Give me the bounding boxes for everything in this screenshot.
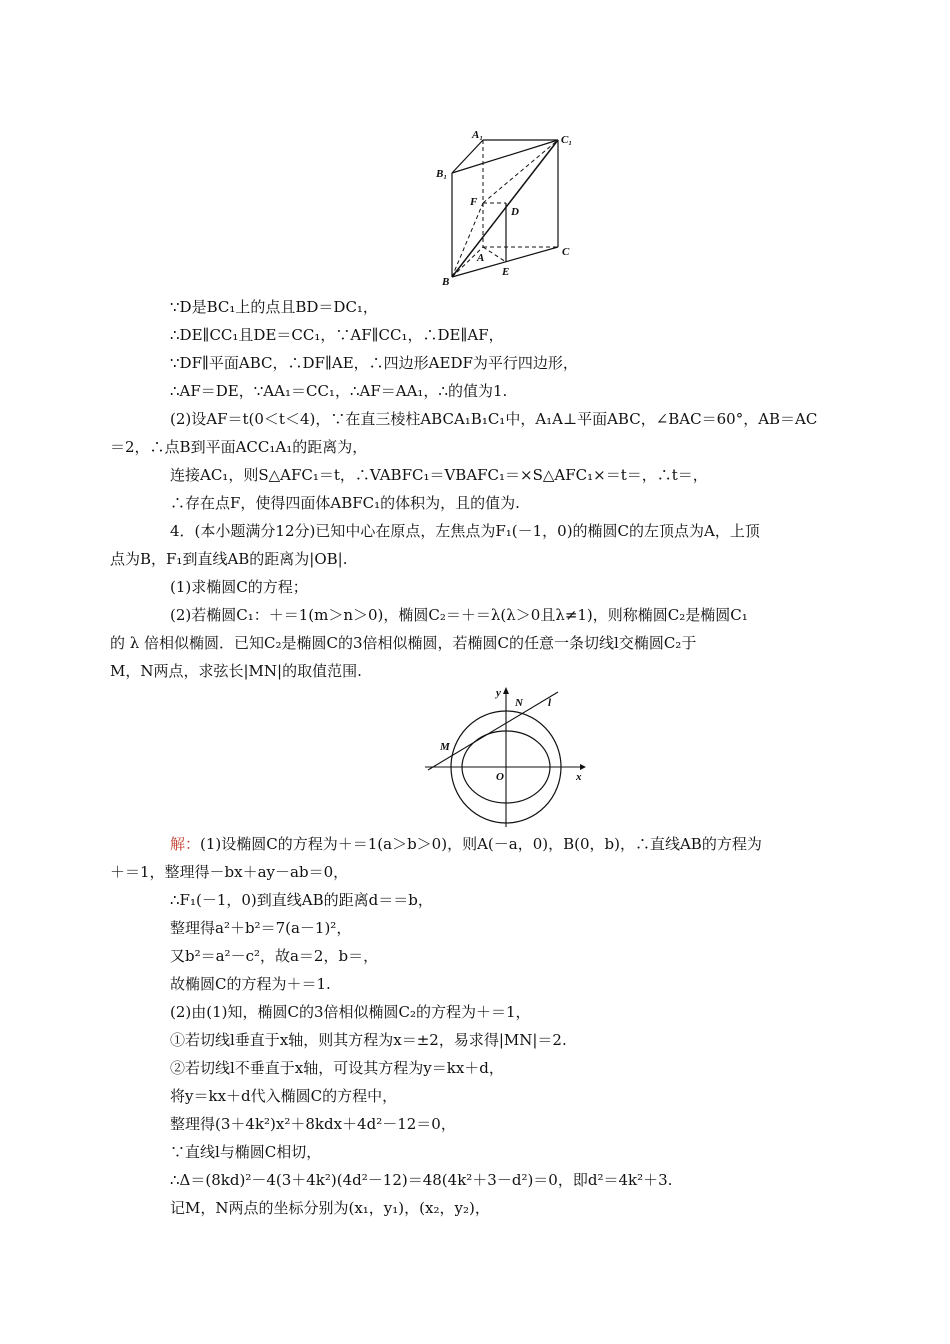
text-line: (1)求椭圆C的方程； bbox=[170, 578, 308, 596]
text-line: 又b²＝a²－c²，故a＝2，b＝， bbox=[170, 947, 379, 965]
solution-first-line bbox=[110, 830, 840, 858]
label-e: E bbox=[502, 266, 510, 278]
label-o: O bbox=[496, 771, 504, 783]
text-line: 的 λ 倍相似椭圆．已知C₂是椭圆C的3倍相似椭圆，若椭圆C的任意一条切线l交椭圆C₂于 bbox=[110, 634, 697, 652]
text-line: ②若切线l不垂直于x轴，可设其方程为y＝kx＋d， bbox=[170, 1059, 504, 1077]
solution-block bbox=[110, 830, 840, 1222]
text-line: ∵直线l与椭圆C相切， bbox=[170, 1143, 322, 1161]
text-line: ∵D是BC₁上的点且BD＝DC₁， bbox=[170, 298, 378, 316]
text-line: ∵DF∥平面ABC，∴DF∥AE，∴四边形AEDF为平行四边形， bbox=[170, 354, 578, 372]
text-line: M，N两点，求弦长|MN|的取值范围. bbox=[110, 662, 362, 680]
text-line: ∴Δ＝(8kd)²－4(3＋4k²)(4d²－12)＝48(4k²＋3－d²)＝0，即d²＝4k²＋3. bbox=[170, 1171, 673, 1189]
text-line: 整理得a²＋b²＝7(a－1)²， bbox=[170, 919, 352, 937]
text-line: (1)设椭圆C的方程为＋＝1(a＞b＞0)，则A(－a，0)，B(0，b)，∴直线AB的方程为 bbox=[200, 835, 762, 853]
label-l: l bbox=[548, 697, 552, 709]
label-x: x bbox=[576, 771, 582, 783]
solution-label: 解： bbox=[170, 835, 201, 853]
text-line: 记M，N两点的坐标分别为(x₁，y₁)，(x₂，y₂)， bbox=[170, 1199, 490, 1217]
text-line: 整理得(3＋4k²)x²＋8kdx＋4d²－12＝0， bbox=[170, 1115, 456, 1133]
text-line: ∴AF＝DE，∵AA₁＝CC₁，∴AF＝AA₁，∴的值为1. bbox=[170, 382, 508, 400]
problem-4-heading: 4．(本小题满分12分)已知中心在原点，左焦点为F₁(－1，0)的椭圆C的左顶点为A，上顶 bbox=[170, 522, 760, 540]
label-b: B bbox=[442, 276, 450, 288]
label-a: A bbox=[477, 252, 485, 264]
text-line: ∴F₁(－1，0)到直线AB的距离d＝＝b， bbox=[170, 891, 433, 909]
text-block-1 bbox=[110, 293, 840, 685]
text-line: ①若切线l垂直于x轴，则其方程为x＝±2，易求得|MN|＝2. bbox=[170, 1031, 567, 1049]
label-c: C bbox=[562, 246, 570, 258]
text-line: 点为B，F₁到直线AB的距离为|OB|. bbox=[110, 550, 348, 568]
label-f: F bbox=[470, 196, 478, 208]
text-line: ∴DE∥CC₁且DE＝CC₁，∵AF∥CC₁，∴DE∥AF， bbox=[170, 326, 504, 344]
text-line: ＋＝1，整理得－bx＋ay－ab＝0， bbox=[110, 863, 349, 881]
label-n: N bbox=[515, 697, 523, 709]
label-m: M bbox=[440, 741, 450, 753]
label-a1: A₁ bbox=[472, 129, 484, 141]
text-line: (2)设AF＝t(0＜t＜4)，∵在直三棱柱ABCA₁B₁C₁中，A₁A⊥平面ABC，∠BAC＝60°，AB＝AC bbox=[170, 410, 818, 428]
text-line: ＝2，∴点B到平面ACC₁A₁的距离为， bbox=[110, 438, 368, 456]
text-line: 连接AC₁，则S△AFC₁＝t，∴VABFC₁＝VBAFC₁＝×S△AFC₁×＝t＝，∴t＝， bbox=[170, 466, 708, 484]
text-line: (2)若椭圆C₁：＋＝1(m＞n＞0)，椭圆C₂＝＋＝λ(λ＞0且λ≠1)，则称椭圆C₂是椭圆C₁ bbox=[170, 606, 748, 624]
label-y: y bbox=[496, 687, 501, 699]
label-c1: C₁ bbox=[561, 134, 573, 146]
text-line: 将y＝kx＋d代入椭圆C的方程中， bbox=[170, 1087, 398, 1105]
label-d: D bbox=[511, 206, 519, 218]
text-line: 故椭圆C的方程为＋＝1. bbox=[170, 975, 331, 993]
ellipse-figure bbox=[420, 682, 590, 832]
text-line: (2)由(1)知，椭圆C的3倍相似椭圆C₂的方程为＋＝1， bbox=[170, 1003, 531, 1021]
prism-figure bbox=[430, 125, 580, 295]
label-b1: B₁ bbox=[436, 168, 448, 180]
text-line: ∴存在点F，使得四面体ABFC₁的体积为，且的值为. bbox=[170, 494, 520, 512]
